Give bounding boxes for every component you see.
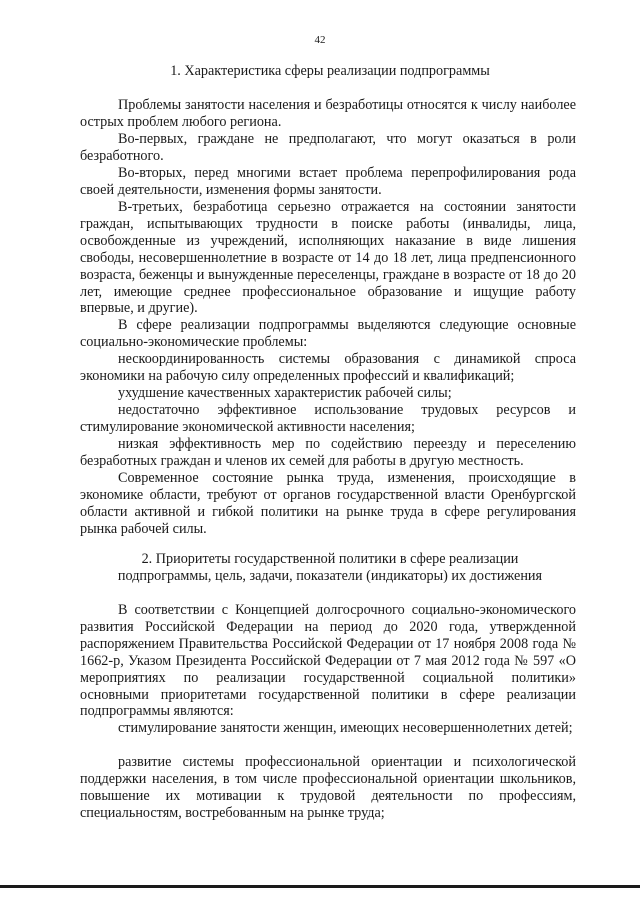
section2-paragraph: В соответствии с Концепцией долгосрочного социально-экономического развития Российской Федерации на период до 2020 года, утвержденной распоряжением Правительства Российской Федерации от 17 ноября 2008 года № 1662-р, Указом Президента Российской Федерации от 7 мая 2012 года № 597 «О мероприятиях по реализации государственной социальной политики» основными приоритетами государственной политики в сфере реализации подпрограммы являются: — [80, 602, 576, 720]
section1-list-item: недостаточно эффективное использование трудовых ресурсов и стимулирование экономической активности населения; — [80, 402, 576, 435]
section1-paragraph: Современное состояние рынка труда, изменения, происходящие в экономике области, требуют от органов государственной власти Оренбургской области активной и гибкой политики на рынке труда в сфере регулирования рынка рабочей силы. — [80, 470, 576, 537]
page-number: 42 — [314, 34, 326, 46]
section1-list-item: нескоординированность системы образования с динамикой спроса экономики на рабочую силу определенных профессий и квалификаций; — [80, 351, 576, 384]
section1-paragraph: В сфере реализации подпрограммы выделяются следующие основные социально-экономические проблемы: — [80, 317, 576, 350]
bottom-rule — [0, 885, 640, 888]
section2-heading-line1: 2. Приоритеты государственной политики в сфере реализации — [141, 551, 519, 567]
section1-list-item: ухудшение качественных характеристик рабочей силы; — [118, 385, 452, 401]
section1-paragraph: В-третьих, безработица серьезно отражается на состоянии занятости граждан, испытывающих трудности в поиске работы (инвалиды, лица, освобожденные из учреждений, исполняющих наказание в виде лишения свободы, несовершеннолетние в возрасте от 14 до 18 лет, лица предпенсионного возраста, беженцы и вынужденные переселенцы, граждане в возрасте от 18 до 20 лет, имеющие среднее профессиональное образование и ищущие работу впервые, и другие). — [80, 199, 576, 317]
section1-heading: 1. Характеристика сферы реализации подпрограммы — [170, 63, 490, 79]
section2-heading-line2: подпрограммы, цель, задачи, показатели (индикаторы) их достижения — [117, 568, 543, 584]
section1-paragraph: Во-вторых, перед многими встает проблема перепрофилирования рода своей деятельности, изменения формы занятости. — [80, 165, 576, 198]
section2-list-item: стимулирование занятости женщин, имеющих несовершеннолетних детей; — [118, 720, 573, 736]
section2-list-item: развитие системы профессиональной ориентации и психологической поддержки населения, в том числе профессиональной ориентации школьников, повышение их мотивации к трудовой деятельности по профессиям, специальностям, востребованным на рынке труда; — [80, 754, 576, 821]
section1-list-item: низкая эффективность мер по содействию переезду и переселению безработных граждан и членов их семей для работы в другую местность. — [80, 436, 576, 469]
section1-paragraph: Проблемы занятости населения и безработицы относятся к числу наиболее острых проблем любого региона. — [80, 97, 576, 130]
section1-paragraph: Во-первых, граждане не предполагают, что могут оказаться в роли безработного. — [80, 131, 576, 164]
